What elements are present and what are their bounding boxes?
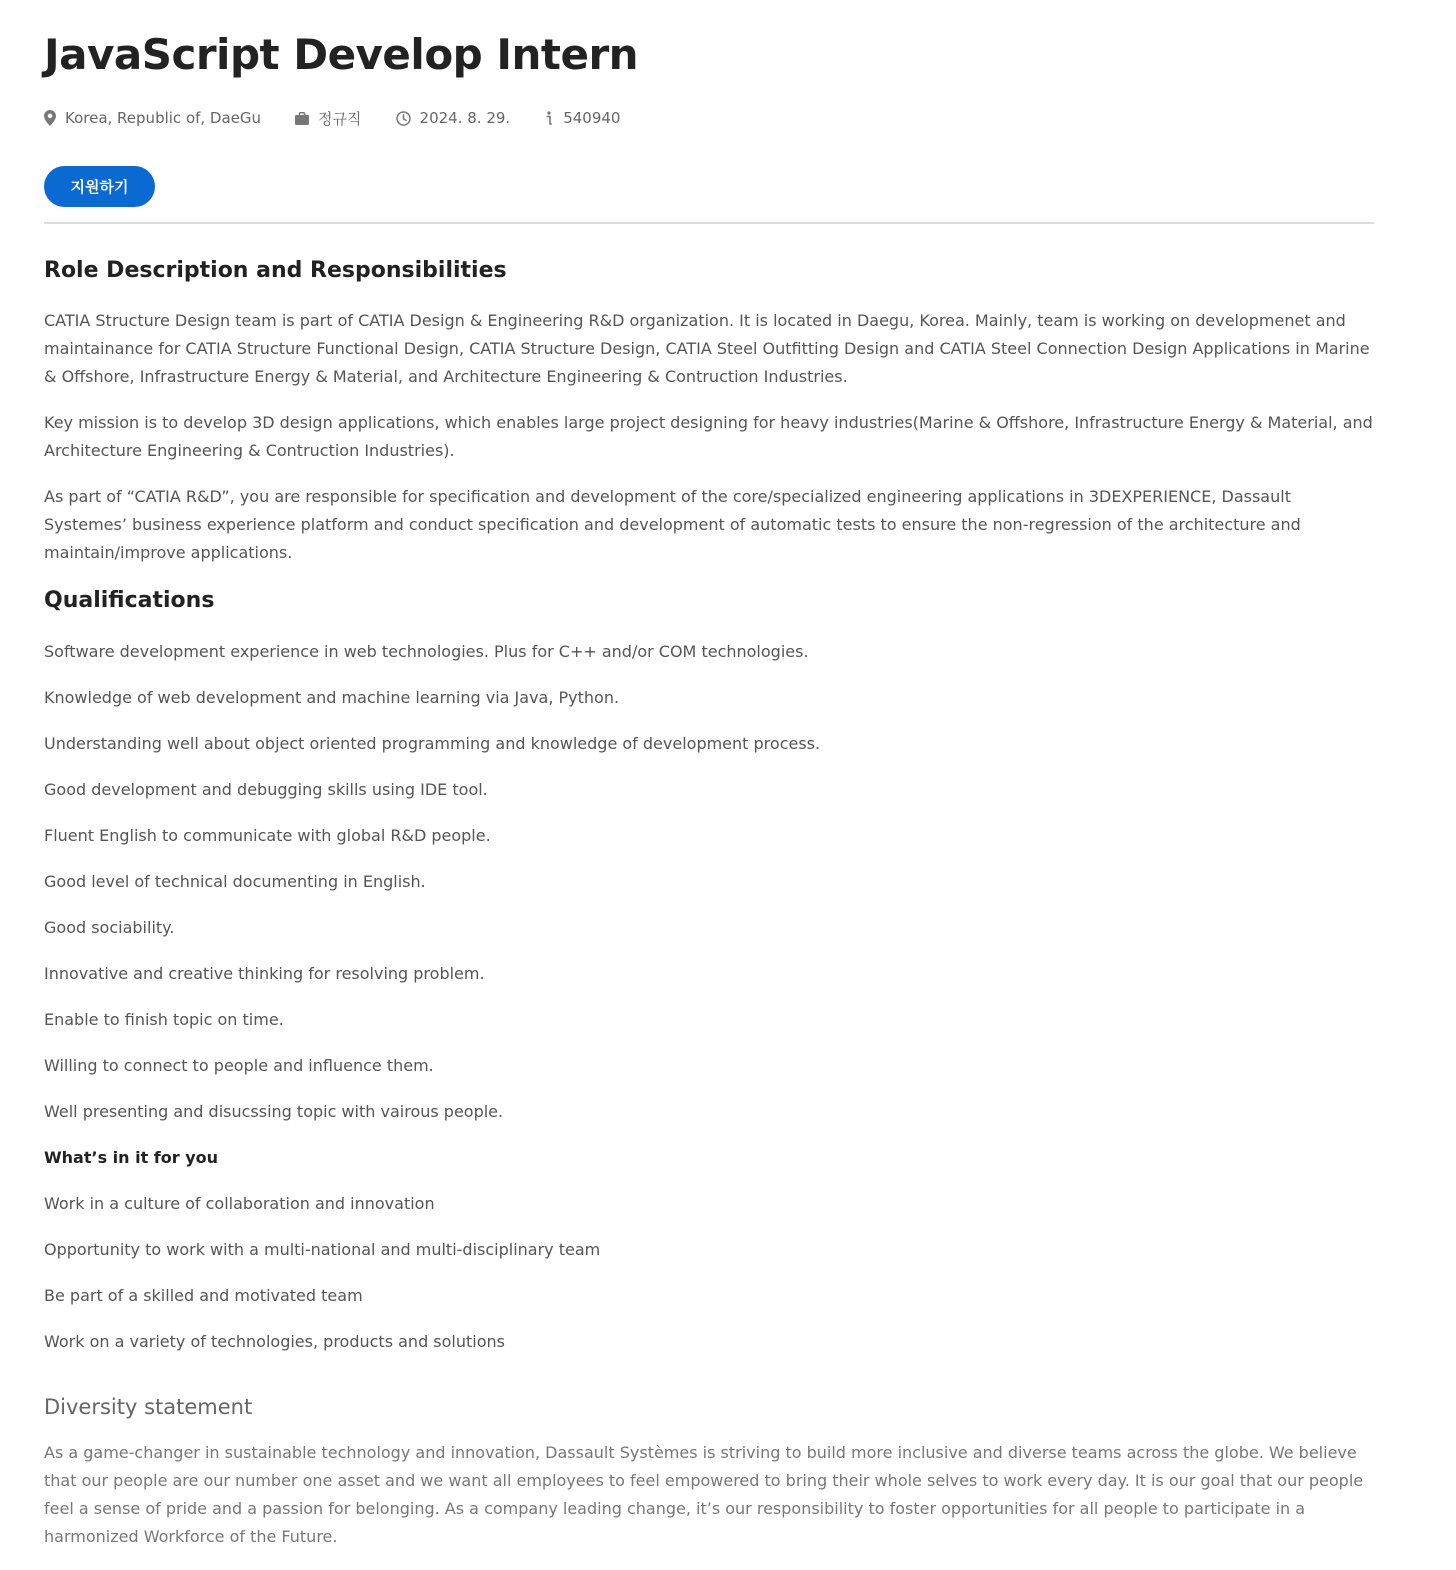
- qualification-item: Innovative and creative thinking for resolving problem.: [44, 964, 485, 983]
- qualification-item: Good development and debugging skills using IDE tool.: [44, 780, 488, 799]
- meta-job-id: [544, 109, 620, 127]
- divider: [44, 222, 1374, 224]
- briefcase-icon: [295, 112, 318, 125]
- posted-date-text: 2024. 8. 29.: [419, 109, 511, 127]
- qualifications-heading: Qualifications: [44, 588, 215, 613]
- benefits-heading: What’s in it for you: [44, 1148, 219, 1167]
- qualification-item: Fluent English to communicate with global R&D people.: [44, 826, 491, 845]
- benefit-item: Opportunity to work with a multi-national and multi-disciplinary team: [44, 1240, 601, 1259]
- job-meta: [44, 106, 654, 130]
- benefit-item: Work in a culture of collaboration and innovation: [44, 1194, 435, 1213]
- role-paragraph: CATIA Structure Design team is part of CATIA Design & Engineering R&D organization. It is located in Daegu, Korea. Mainly, team is working on developmenet and maintainance for CATIA Structure Functional Design, CATIA Structure Design, CATIA Steel Outfitting Design and CATIA Steel Connection Design Applications in Marine & Offshore, Infrastructure Energy & Material, and Architecture Engineering & Contruction Industries.: [44, 311, 1370, 386]
- meta-location: [44, 109, 261, 127]
- qualification-item: Willing to connect to people and influence them.: [44, 1056, 434, 1075]
- qualification-item: Well presenting and disucssing topic with vairous people.: [44, 1102, 504, 1121]
- benefit-item: Work on a variety of technologies, products and solutions: [44, 1332, 505, 1351]
- job-title: JavaScript Develop Intern: [44, 30, 639, 79]
- job-id-text: 540940: [563, 109, 621, 127]
- role-paragraph: Key mission is to develop 3D design applications, which enables large project designing for heavy industries(Marine & Offshore, Infrastructure Energy & Material, and Architecture Engineering & Contruction Industries).: [44, 413, 1373, 460]
- location-pin-icon: [44, 110, 65, 126]
- role-paragraph: As part of “CATIA R&D”, you are responsible for specification and development of the core/specialized engineering applications in 3DEXPERIENCE, Dassault Systemes’ business experience platform and conduct specification and development of automatic tests to ensure the non-regression of the architecture and maintain/improve applications.: [44, 487, 1301, 562]
- qualification-item: Good level of technical documenting in English.: [44, 872, 426, 891]
- role-heading: Role Description and Responsibilities: [44, 258, 507, 283]
- meta-posted-date: [396, 109, 511, 127]
- meta-employment-type: [295, 108, 361, 129]
- qualification-item: Knowledge of web development and machine learning via Java, Python.: [44, 688, 620, 707]
- diversity-text: As a game-changer in sustainable technology and innovation, Dassault Systèmes is striving to build more inclusive and diverse teams across the globe. We believe that our people are our number one asset and we want all employees to feel empowered to bring their whole selves to work every day. It is our goal that our people feel a sense of pride and a passion for belonging. As a company leading change, it’s our responsibility to foster opportunities for all people to participate in a harmonized Workforce of the Future.: [44, 1443, 1364, 1546]
- qualification-item: Good sociability.: [44, 918, 175, 937]
- employment-type-text: 정규직: [318, 109, 362, 128]
- location-text: Korea, Republic of, DaeGu: [65, 109, 262, 127]
- qualification-item: Software development experience in web technologies. Plus for C++ and/or COM technologies.: [44, 642, 809, 661]
- apply-button[interactable]: 지원하기: [44, 166, 155, 207]
- clock-icon: [396, 111, 420, 126]
- info-icon: [544, 111, 563, 126]
- diversity-heading: Diversity statement: [44, 1395, 253, 1419]
- qualification-item: Enable to finish topic on time.: [44, 1010, 284, 1029]
- benefit-item: Be part of a skilled and motivated team: [44, 1286, 363, 1305]
- qualification-item: Understanding well about object oriented programming and knowledge of development process.: [44, 734, 821, 753]
